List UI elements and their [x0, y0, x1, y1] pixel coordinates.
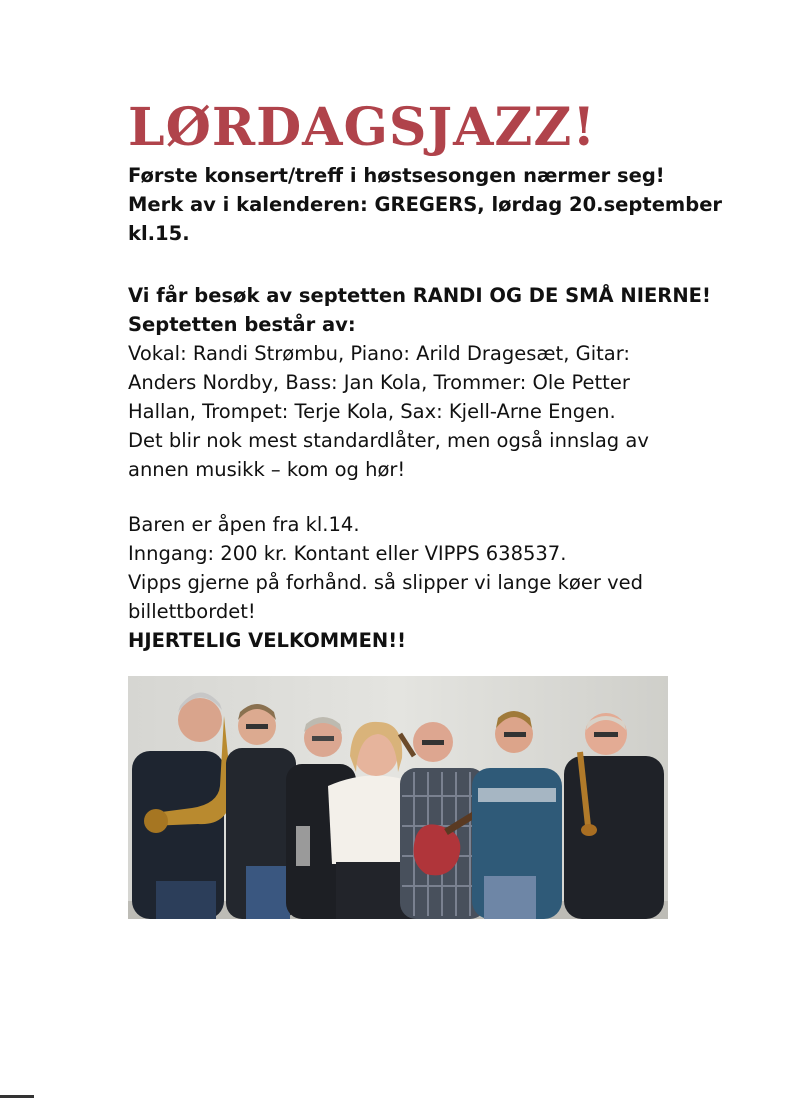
intro-block: [128, 161, 728, 248]
intro-line: Merk av i kalenderen: GREGERS, lørdag 20.september: [128, 193, 723, 216]
members-heading: Septetten består av:: [128, 313, 356, 336]
info-line: Inngang: 200 kr. Kontant eller VIPPS 638537.: [128, 542, 567, 565]
band-heading: Vi får besøk av septetten RANDI OG DE SMÅ NIERNE!: [128, 284, 711, 307]
scan-edge-mark: [0, 1095, 34, 1098]
info-line: billettbordet!: [128, 600, 256, 623]
description-line: Anders Nordby, Bass: Jan Kola, Trommer: Ole Petter: [128, 371, 630, 394]
description-line: Vokal: Randi Strømbu, Piano: Arild Dragesæt, Gitar:: [128, 342, 630, 365]
description-line: Hallan, Trompet: Terje Kola, Sax: Kjell-Arne Engen.: [128, 400, 616, 423]
band-photo: [128, 676, 668, 919]
description-line: Det blir nok mest standardlåter, men også innslag av: [128, 429, 649, 452]
description-line: annen musikk – kom og hør!: [128, 458, 406, 481]
intro-line: kl.15.: [128, 222, 190, 245]
intro-line: Første konsert/treff i høstsesongen nærmer seg!: [128, 164, 665, 187]
poster-title: LØRDAGSJAZZ!: [128, 97, 597, 158]
info-block: [128, 510, 748, 655]
info-line: Baren er åpen fra kl.14.: [128, 513, 360, 536]
band-photo-illustration: [128, 676, 668, 919]
welcome-text: HJERTELIG VELKOMMEN!!: [128, 629, 407, 652]
info-line: Vipps gjerne på forhånd. så slipper vi lange køer ved: [128, 571, 643, 594]
band-block: [128, 281, 748, 484]
